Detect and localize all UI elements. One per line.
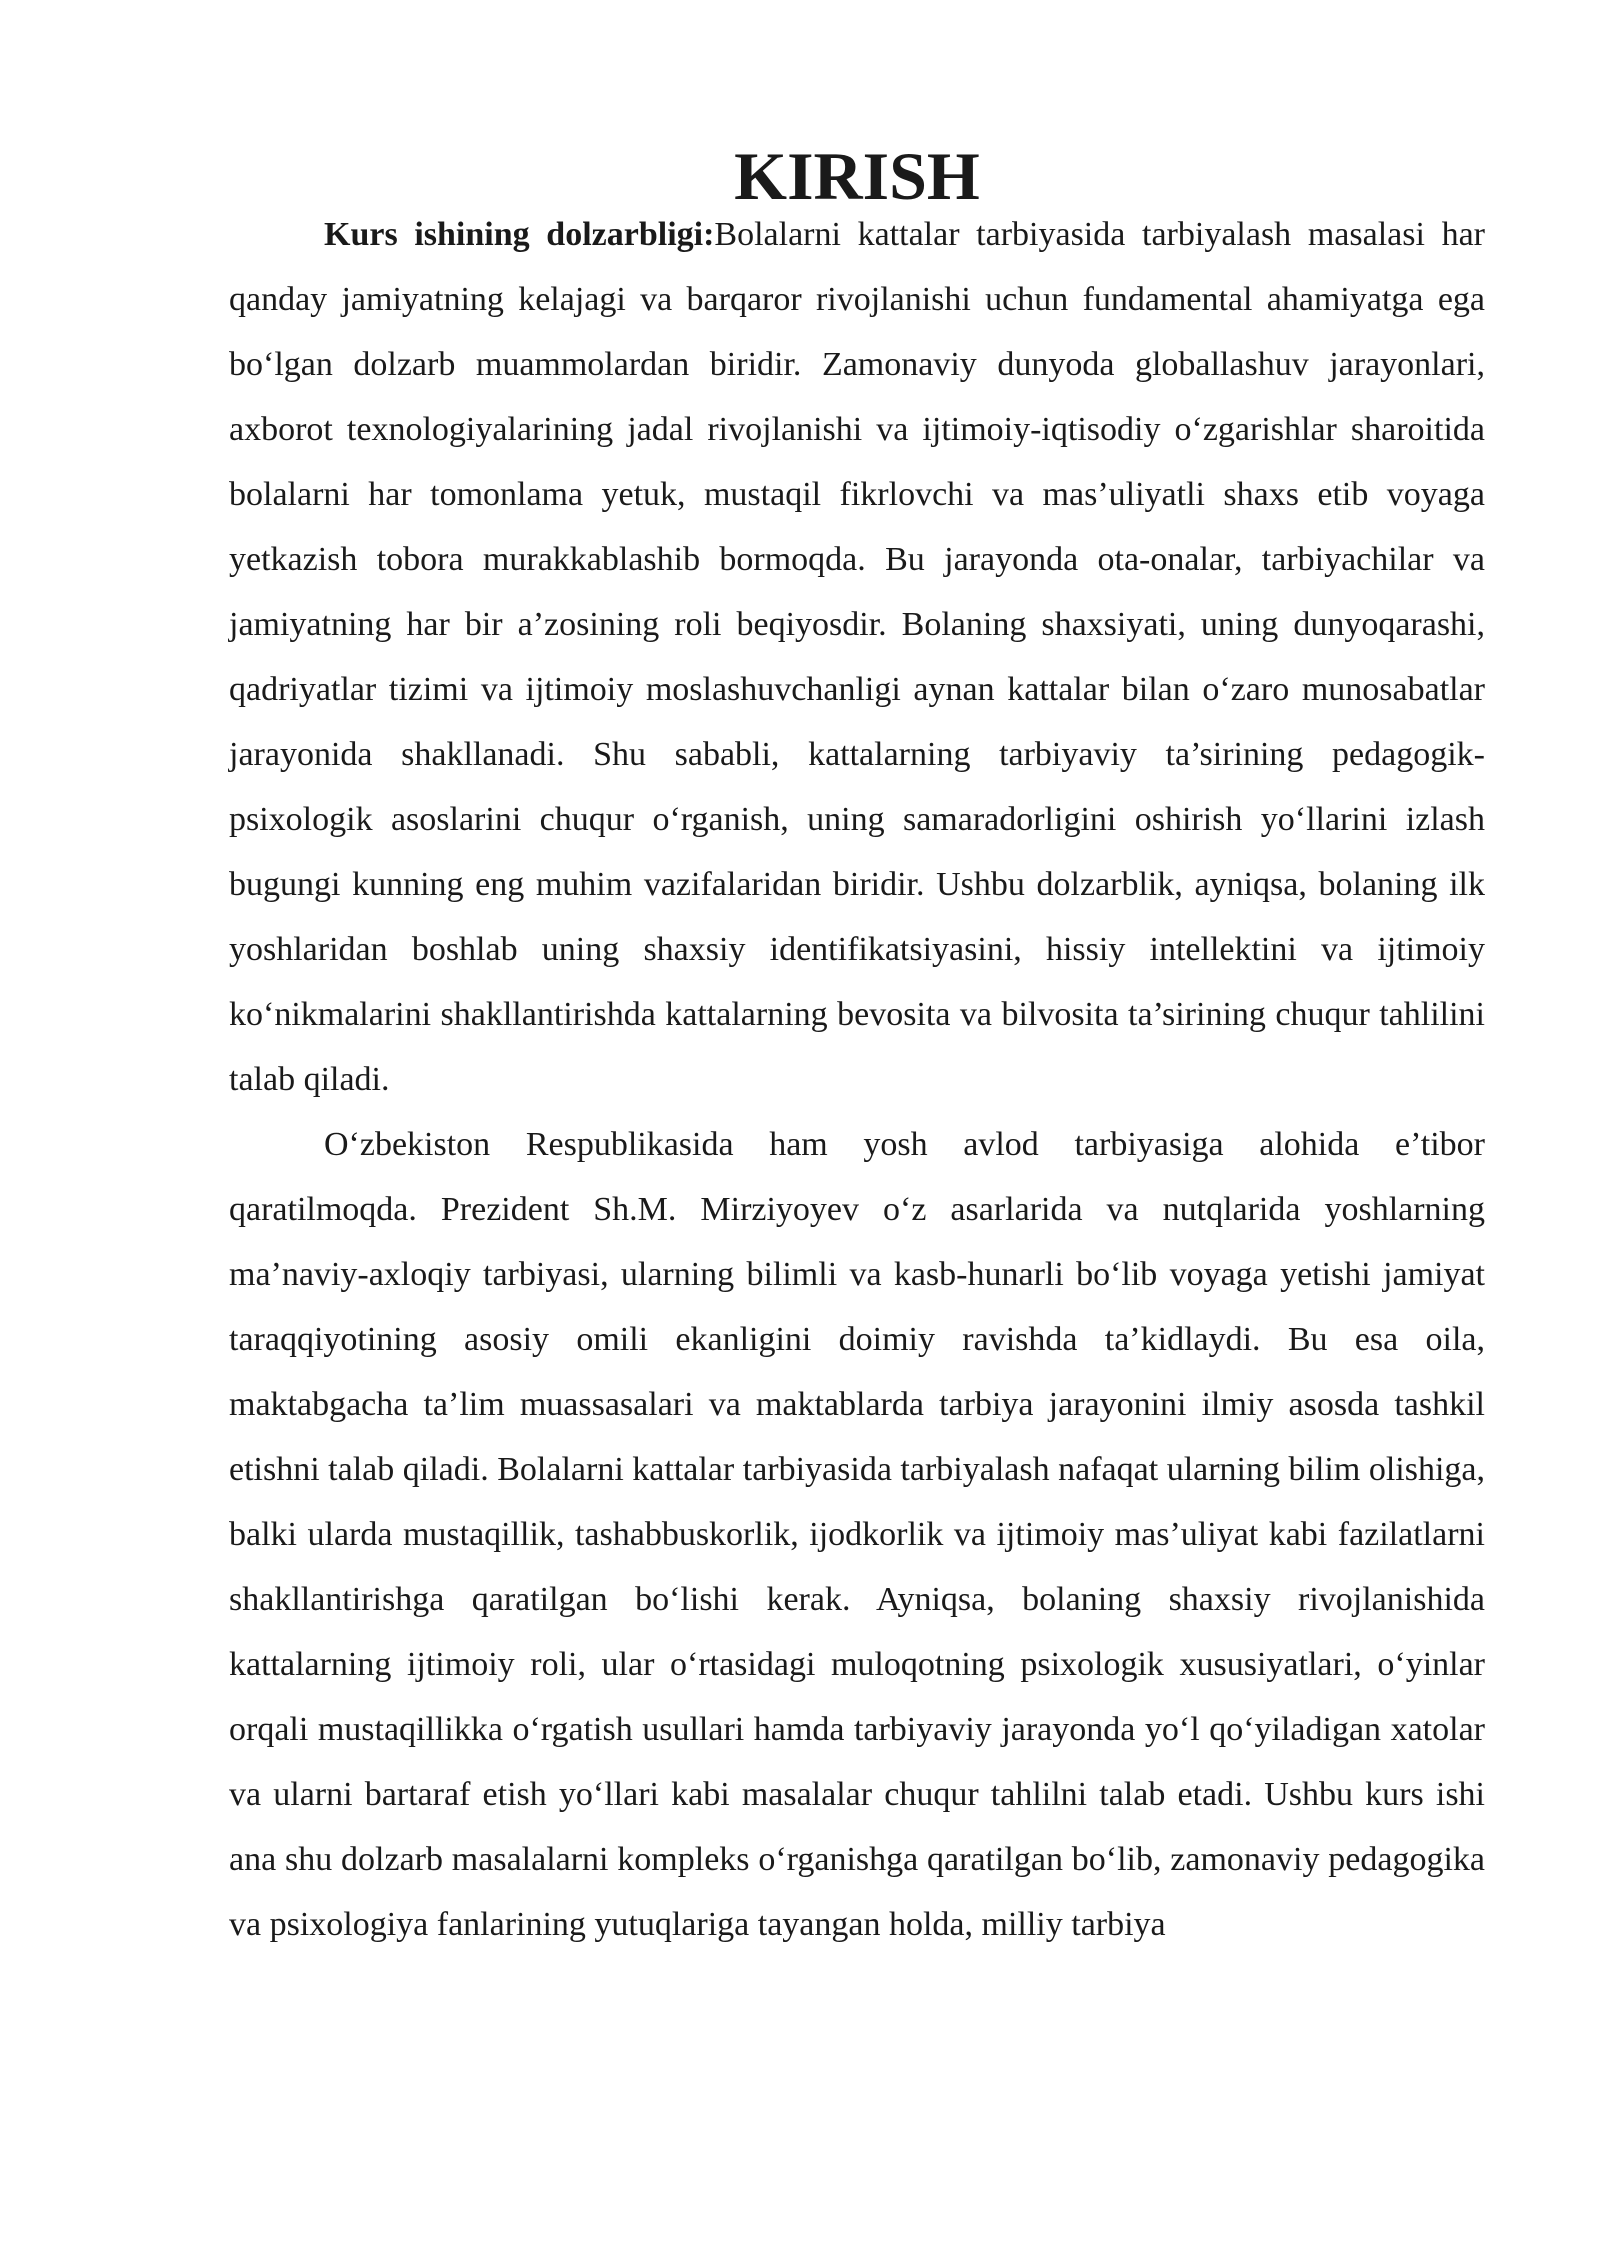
paragraph-1-lead: Kurs ishining dolzarbligi:	[324, 216, 715, 253]
document-body	[229, 138, 1485, 1957]
paragraph-1	[229, 202, 1485, 1112]
page-title: KIRISH	[734, 138, 980, 214]
paragraph-1-text: Bolalarni kattalar tarbiyasida tarbiyalash masalasi har qanday jamiyatning kelajagi va barqaror rivojlanishi uchun fundamental ahamiyatga ega bo‘lgan dolzarb muammolardan biridir. Zamonaviy dunyoda globallashuv jarayonlari, axborot texnologiyalarining jadal rivojlanishi va ijtimoiy-iqtisodiy o‘zgarishlar sharoitida bolalarni har tomonlama yetuk, mustaqil fikrlovchi va mas’uliyatli shaxs etib voyaga yetkazish tobora murakkablashib bormoqda. Bu jarayonda ota-onalar, tarbiyachilar va jamiyatning har bir a’zosining roli beqiyosdir. Bolaning shaxsiyati, uning dunyoqarashi, qadriyatlar tizimi va ijtimoiy moslashuvchanligi aynan kattalar bilan o‘zaro munosabatlar jarayonida shakllanadi. Shu sababli, kattalarning tarbiyaviy ta’sirining pedagogik-psixologik asoslarini chuqur o‘rganish, uning samaradorligini oshirish yo‘llarini izlash bugungi kunning eng muhim vazifalaridan biridir. Ushbu dolzarblik, ayniqsa, bolaning ilk yoshlaridan boshlab uning shaxsiy identifikatsiyasini, hissiy intellektini va ijtimoiy ko‘nikmalarini shakllantirishda kattalarning bevosita va bilvosita ta’sirining chuqur tahlilini talab qiladi.	[229, 216, 1485, 1098]
paragraph-2: O‘zbekiston Respublikasida ham yosh avlod tarbiyasiga alohida e’tibor qaratilmoqda. Prezident Sh.M. Mirziyoyev o‘z asarlarida va nutqlarida yoshlarning ma’naviy-axloqiy tarbiyasi, ularning bilimli va kasb-hunarli bo‘lib voyaga yetishi jamiyat taraqqiyotining asosiy omili ekanligini doimiy ravishda ta’kidlaydi. Bu esa oila, maktabgacha ta’lim muassasalari va maktablarda tarbiya jarayonini ilmiy asosda tashkil etishni talab qiladi. Bolalarni kattalar tarbiyasida tarbiyalash nafaqat ularning bilim olishiga, balki ularda mustaqillik, tashabbuskorlik, ijodkorlik va ijtimoiy mas’uliyat kabi fazilatlarni shakllantirishga qaratilgan bo‘lishi kerak. Ayniqsa, bolaning shaxsiy rivojlanishida kattalarning ijtimoiy roli, ular o‘rtasidagi muloqotning psixologik xususiyatlari, o‘yinlar orqali mustaqillikka o‘rgatish usullari hamda tarbiyaviy jarayonda yo‘l qo‘yiladigan xatolar va ularni bartaraf etish yo‘llari kabi masalalar chuqur tahlilni talab etadi. Ushbu kurs ishi ana shu dolzarb masalalarni kompleks o‘rganishga qaratilgan bo‘lib, zamonaviy pedagogika va psixologiya fanlarining yutuqlariga tayangan holda, milliy tarbiya	[229, 1126, 1485, 1943]
